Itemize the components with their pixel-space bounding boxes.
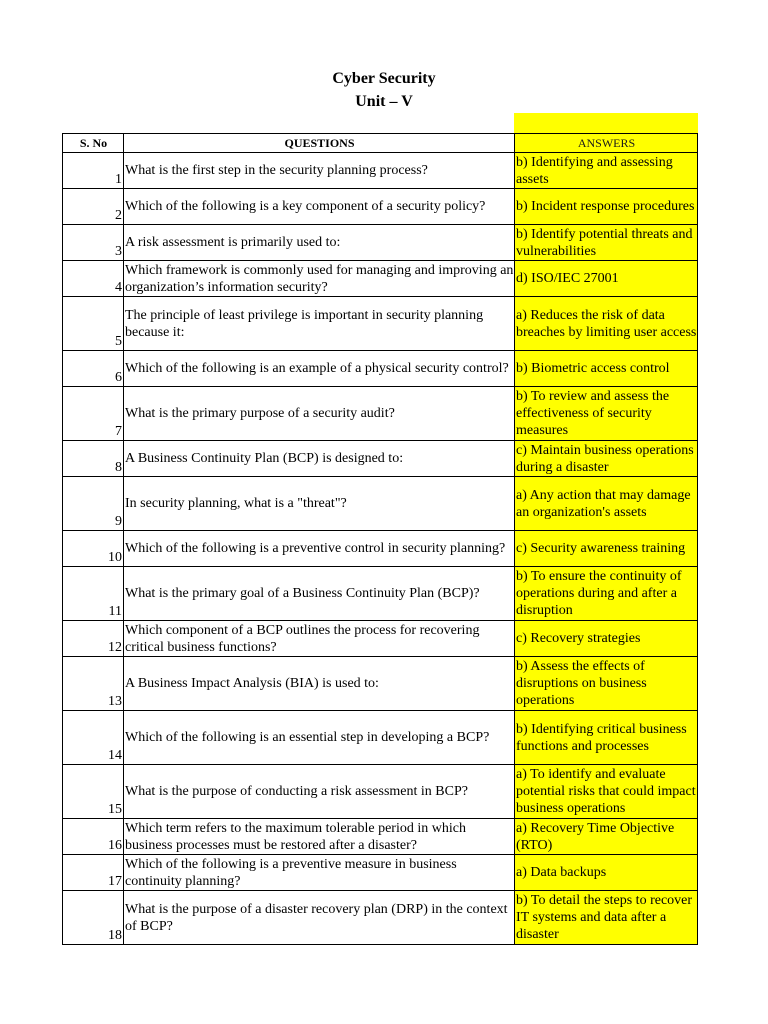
table-row — [63, 711, 698, 765]
question-cell: Which of the following is a preventive measure in business continuity planning? — [124, 855, 515, 891]
table-row — [63, 441, 698, 477]
row-number: 5 — [63, 297, 124, 351]
question-cell: Which of the following is a preventive control in security planning? — [124, 531, 515, 567]
question-cell: Which of the following is a key component of a security policy? — [124, 189, 515, 225]
document-title: Cyber Security — [332, 70, 436, 87]
answer-cell: b) Identifying and assessing assets — [515, 153, 698, 189]
table-row — [63, 657, 698, 711]
row-number: 15 — [63, 765, 124, 819]
answers-header: ANSWERS — [515, 134, 698, 153]
row-number: 18 — [63, 891, 124, 945]
table-row — [63, 153, 698, 189]
row-number: 12 — [63, 621, 124, 657]
table-row — [63, 567, 698, 621]
question-cell: A Business Continuity Plan (BCP) is designed to: — [124, 441, 515, 477]
row-number: 3 — [63, 225, 124, 261]
row-number: 10 — [63, 531, 124, 567]
question-cell: What is the first step in the security planning process? — [124, 153, 515, 189]
answer-cell: b) To ensure the continuity of operations during and after a disruption — [515, 567, 698, 621]
answer-cell: d) ISO/IEC 27001 — [515, 261, 698, 297]
table-row — [63, 531, 698, 567]
table-row — [63, 261, 698, 297]
answer-cell: c) Maintain business operations during a disaster — [515, 441, 698, 477]
row-number: 7 — [63, 387, 124, 441]
table-row — [63, 765, 698, 819]
answer-cell: b) Identify potential threats and vulnerabilities — [515, 225, 698, 261]
answer-cell: b) To review and assess the effectiveness of security measures — [515, 387, 698, 441]
header-row — [63, 134, 698, 153]
question-cell: Which term refers to the maximum tolerable period in which business processes must be restored after a disaster? — [124, 819, 515, 855]
answer-cell: c) Security awareness training — [515, 531, 698, 567]
table-row — [63, 621, 698, 657]
row-number: 11 — [63, 567, 124, 621]
row-number: 2 — [63, 189, 124, 225]
question-cell: A Business Impact Analysis (BIA) is used to: — [124, 657, 515, 711]
row-number: 1 — [63, 153, 124, 189]
question-cell: Which of the following is an example of a physical security control? — [124, 351, 515, 387]
question-cell: The principle of least privilege is important in security planning because it: — [124, 297, 515, 351]
question-cell: A risk assessment is primarily used to: — [124, 225, 515, 261]
row-number: 9 — [63, 477, 124, 531]
table-row — [63, 189, 698, 225]
answers-header-fill — [514, 113, 698, 133]
questions-header: QUESTIONS — [124, 134, 515, 153]
table-row — [63, 477, 698, 531]
table-row — [63, 891, 698, 945]
row-number: 13 — [63, 657, 124, 711]
answer-cell: b) Identifying critical business functions and processes — [515, 711, 698, 765]
question-cell: What is the purpose of a disaster recovery plan (DRP) in the context of BCP? — [124, 891, 515, 945]
question-cell: What is the primary goal of a Business Continuity Plan (BCP)? — [124, 567, 515, 621]
sno-header: S. No — [63, 134, 124, 153]
table-row — [63, 297, 698, 351]
row-number: 4 — [63, 261, 124, 297]
answer-cell: b) Incident response procedures — [515, 189, 698, 225]
answer-cell: a) Any action that may damage an organization's assets — [515, 477, 698, 531]
row-number: 8 — [63, 441, 124, 477]
table-row — [63, 819, 698, 855]
qa-table — [62, 133, 698, 945]
question-cell: Which of the following is an essential step in developing a BCP? — [124, 711, 515, 765]
answer-cell: a) To identify and evaluate potential risks that could impact business operations — [515, 765, 698, 819]
table-row — [63, 351, 698, 387]
table-row — [63, 387, 698, 441]
answer-cell: b) To detail the steps to recover IT systems and data after a disaster — [515, 891, 698, 945]
answer-cell: b) Biometric access control — [515, 351, 698, 387]
question-cell: What is the purpose of conducting a risk assessment in BCP? — [124, 765, 515, 819]
answer-cell: a) Data backups — [515, 855, 698, 891]
document-subtitle: Unit – V — [355, 93, 413, 110]
question-cell: Which framework is commonly used for managing and improving an organization’s information security? — [125, 262, 514, 295]
answer-cell: b) Assess the effects of disruptions on business operations — [515, 657, 698, 711]
question-cell: What is the primary purpose of a security audit? — [124, 387, 515, 441]
table-row — [63, 855, 698, 891]
answer-cell: a) Recovery Time Objective (RTO) — [515, 819, 698, 855]
row-number: 14 — [63, 711, 124, 765]
answer-cell: c) Recovery strategies — [515, 621, 698, 657]
row-number: 16 — [63, 819, 124, 855]
row-number: 17 — [63, 855, 124, 891]
question-cell: Which component of a BCP outlines the process for recovering critical business functions? — [124, 621, 515, 657]
row-number: 6 — [63, 351, 124, 387]
question-cell: In security planning, what is a "threat"? — [124, 477, 515, 531]
answer-cell: a) Reduces the risk of data breaches by limiting user access — [515, 297, 698, 351]
table-row — [63, 225, 698, 261]
